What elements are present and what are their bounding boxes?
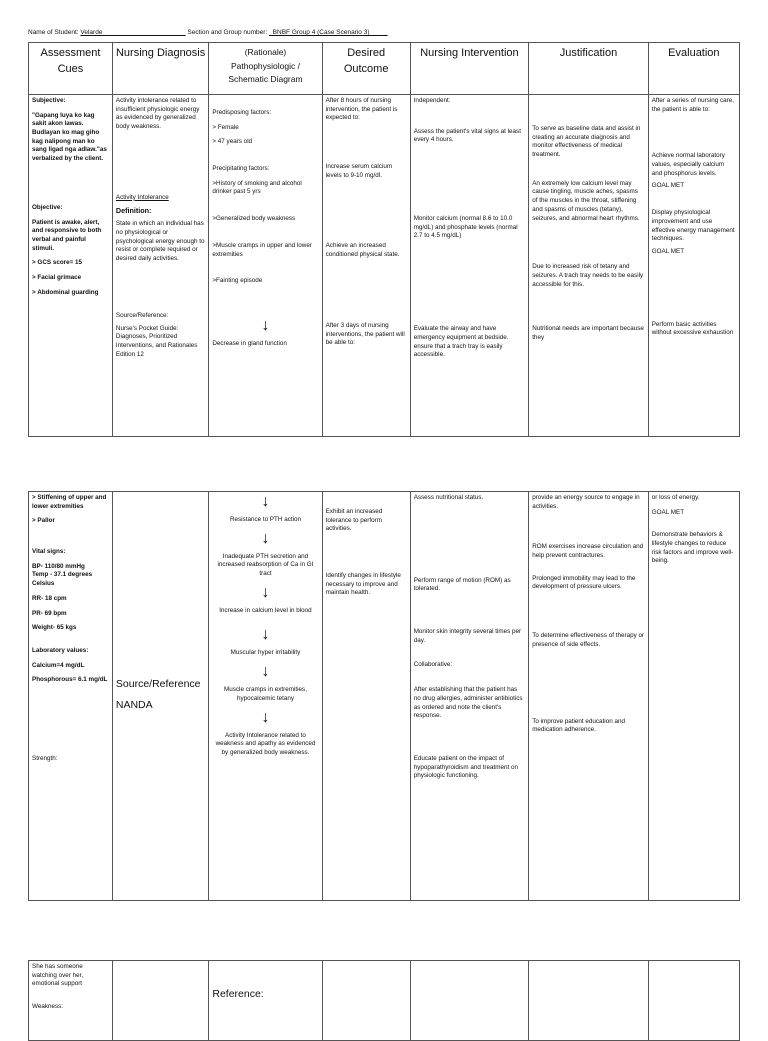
cue-pallor: > Pallor: [32, 517, 55, 525]
cue-stiffening: > Stiffening of upper and lower extremities: [32, 494, 107, 510]
care-plan-row: [29, 492, 740, 901]
diagnosis-statement: Activity intolerance related to insufficient physiologic energy as evidenced by generalized body weakness.: [115, 97, 200, 131]
source-text: Nurse's Pocket Guide: Diagnoses, Prioritized Interventions, and Rationales Edition 12: [115, 324, 198, 358]
justification-cell: [529, 492, 649, 901]
down-arrow-icon: ↓: [261, 583, 270, 601]
rationale-cell: [209, 961, 322, 1041]
header-rationale-bottom: Pathophysiologic / Schematic Diagram: [228, 60, 303, 85]
source-label: Source/Reference:: [115, 311, 169, 319]
cue-emotional-support: She has someone watching over her, emotional support: [32, 963, 84, 988]
intervention-collaborative-label: Collaborative:: [413, 661, 453, 669]
intervention-independent-label: Independent:: [413, 97, 451, 104]
header-nursing-intervention: Nursing Intervention: [410, 43, 529, 95]
subjective-quote: "Gapang luya ko kag sakit akon lawas. Budlayan ko mag giho kag nalipong man ko sang ligad nga adlaw."as verbalized by the client.: [32, 111, 107, 163]
care-plan-row: [29, 961, 740, 1041]
header-evaluation: Evaluation: [648, 43, 739, 95]
subjective-label: Subjective:: [32, 97, 66, 104]
evaluation-cell: [648, 492, 739, 901]
care-plan-table-page-2: [28, 491, 740, 901]
lab-values-label: Laboratory values:: [32, 646, 89, 654]
student-name-value: Velarde: [80, 29, 103, 36]
rationale-cell: [209, 492, 322, 901]
diagnosis-cell: [112, 95, 208, 437]
schema-pth-secretion: Inadequate PTH secretion and increased reabsorption of Ca in GI tract: [217, 552, 314, 578]
outcome-tolerance: Exhibit an increased tolerance to perform activities.: [325, 508, 383, 533]
section-value: _BNBF Group 4 (Case Scenario 3)_____: [269, 29, 388, 36]
precipitating-smoking: >History of smoking and alcohol drinker past 5 yrs: [212, 179, 302, 196]
evaluation-lab-values: Achieve normal laboratory values, especially calcium and phosphorus levels.: [651, 152, 725, 177]
rationale-cell: [209, 95, 322, 437]
outcome-physical-state: Achieve an increased conditioned physical state.: [325, 242, 400, 259]
justification-cell: [529, 95, 649, 437]
lab-phosphorous: Phosphorous= 6.1 mg/dL: [32, 676, 108, 684]
justification-rom: ROM exercises increase circulation and help prevent contractures.: [532, 543, 644, 560]
justification-energy: provide an energy source to engage in activities.: [532, 494, 640, 510]
predisposing-female: > Female: [212, 123, 239, 131]
intervention-cell: [410, 492, 529, 901]
source-nanda: NANDA: [115, 698, 153, 711]
evaluation-cell: [648, 961, 739, 1041]
lab-calcium: Calcium=4 mg/dL: [32, 661, 85, 669]
down-arrow-icon: ↓: [261, 493, 270, 510]
reference-label: Reference:: [212, 988, 264, 1000]
down-arrow-icon: ↓: [261, 626, 270, 644]
diagnosis-cell: [112, 961, 208, 1041]
predisposing-age: > 47 years old: [212, 138, 253, 146]
justification-education: To improve patient education and medication adherence.: [532, 717, 625, 734]
evaluation-behaviors: Demonstrate behaviors & lifestyle changes to reduce risk factors and improve well-being.: [651, 531, 734, 565]
precipitating-fainting: >Fainting episode: [212, 277, 263, 285]
student-name-blank: _______________________: [102, 29, 186, 36]
student-name-label: Name of Student:: [28, 29, 81, 36]
justification-cell: [529, 961, 649, 1041]
objective-text: Patient is awake, alert, and responsive to both verbal and painful stimuli.: [32, 218, 102, 252]
vital-bp: BP- 110/80 mmHg: [32, 562, 85, 570]
down-arrow-icon: ↓: [261, 316, 270, 334]
source-reference-label: Source/Reference: [115, 678, 201, 690]
evaluation-goal-met-2: GOAL MET: [651, 247, 685, 255]
cue-facial-grimace: > Facial grimace: [32, 273, 82, 281]
header-desired-outcome: Desired Outcome: [322, 43, 410, 95]
outcome-short-term-intro: After 8 hours of nursing intervention, the patient is expected to:: [325, 97, 398, 122]
assessment-cell: [29, 95, 113, 437]
schema-hyper-irritability: Muscular hyper irritability: [230, 649, 301, 657]
down-arrow-icon: ↓: [261, 663, 270, 681]
definition-label: Definition:: [115, 206, 152, 216]
diagnosis-term: Activity Intolerance: [115, 193, 169, 201]
objective-label: Objective:: [32, 203, 63, 211]
justification-tetany: Due to increased risk of tetany and seizures. A trach tray needs to be easily accessible for this.: [532, 263, 644, 288]
vital-temp: Temp - 37.1 degrees Celsius: [32, 571, 93, 588]
outcome-long-term-intro: After 3 days of nursing interventions, the patient will be able to:: [325, 321, 405, 347]
care-plan-row: [29, 95, 740, 437]
precipitating-weakness: >Generalized body weakness: [212, 215, 296, 223]
down-arrow-icon: ↓: [261, 529, 270, 547]
vital-weight: Weight- 65 kgs: [32, 624, 77, 632]
evaluation-goal-met-1: GOAL MET: [651, 182, 685, 190]
justification-therapy: To determine effectiveness of therapy or presence of side effects.: [532, 632, 645, 648]
precipitating-label: Precipitating factors:: [212, 165, 270, 173]
diagnosis-cell: [112, 492, 208, 901]
intervention-cell: [410, 95, 529, 437]
evaluation-energy-loss: or loss of energy.: [651, 494, 700, 501]
assessment-cell: [29, 492, 113, 901]
outcome-lifestyle: Identify changes in lifestyle necessary to improve and maintain health.: [325, 572, 401, 597]
schema-activity-intolerance: Activity Intolerance related to weakness and apathy as evidenced by generalized body weakness.: [215, 731, 316, 756]
evaluation-goal-met-3: GOAL MET: [651, 508, 685, 516]
intervention-airway: Evaluate the airway and have emergency equipment at bedside. ensure that a trach tray is easily accessible.: [413, 325, 509, 359]
intervention-antibiotics: After establishing that the patient has no drug allergies, administer antibiotics as ordered and note the client's response.: [413, 686, 523, 720]
justification-low-calcium: An extremely low calcium level may cause tingling, muscle aches, spasms of the muscles in the throat, stiffening and spasms of muscles (tetany), seizures, and abnormal heart rhythms.: [532, 179, 640, 222]
justification-nutrition: Nutritional needs are important because they: [532, 325, 644, 341]
justification-immobility: Prolonged immobility may lead to the development of pressure ulcers.: [532, 574, 636, 591]
intervention-nutrition: Assess nutritional status.: [413, 494, 484, 501]
schema-gland-function: Decrease in gland function: [212, 339, 287, 347]
strength-label: Strength:: [32, 754, 58, 762]
outcome-cell: [322, 961, 410, 1041]
evaluation-cell: [648, 95, 739, 437]
assessment-cell: [29, 961, 113, 1041]
header-nursing-diagnosis: Nursing Diagnosis: [112, 43, 208, 95]
evaluation-basic-activities: Perform basic activities without excessive exhaustion: [651, 320, 734, 337]
schema-pth-resistance: Resistance to PTH action: [229, 516, 301, 523]
intervention-monitor-calcium: Monitor calcium (normal 8.6 to 10.0 mg/dL) and phosphate levels (normal 2.7 to 4.5 mg/dL): [413, 215, 518, 240]
intervention-rom: Perform range of motion (ROM) as tolerated.: [413, 576, 511, 593]
header-rationale: [209, 43, 322, 95]
vital-rr: RR- 18 cpm: [32, 594, 67, 602]
header-justification: Justification: [529, 43, 649, 95]
weakness-label: Weakness:: [32, 1003, 64, 1011]
down-arrow-icon: ↓: [261, 708, 270, 726]
intervention-cell: [410, 961, 529, 1041]
outcome-cell: [322, 492, 410, 901]
header-assessment-cues: Assessment Cues: [29, 43, 113, 95]
outcome-cell: [322, 95, 410, 437]
care-plan-table-page-1: [28, 42, 740, 437]
schema-calcium-blood: Increase in calcium level in blood: [219, 606, 312, 614]
intervention-educate: Educate patient on the impact of hypoparathyroidism and treatment on physiologic functioning.: [413, 754, 518, 780]
header-rationale-top: (Rationale): [244, 47, 287, 57]
column-header-row: [29, 43, 740, 95]
evaluation-physiological: Display physiological improvement and use effective energy management techniques.: [651, 209, 735, 243]
precipitating-cramps: >Muscle cramps in upper and lower extremities: [212, 241, 312, 258]
form-header: [28, 29, 388, 36]
vital-signs-label: Vital signs:: [32, 548, 66, 556]
justification-baseline: To serve as baseline data and assist in creating an accurate diagnosis and monitor effectiveness of medical treatment.: [532, 125, 641, 159]
intervention-skin: Monitor skin integrity several times per day.: [413, 628, 522, 644]
section-label: Section and Group number:: [185, 29, 270, 36]
care-plan-table-page-3: [28, 960, 740, 1041]
cue-abdominal-guarding: > Abdominal guarding: [32, 288, 99, 296]
vital-pr: PR- 69 bpm: [32, 609, 67, 617]
outcome-calcium: Increase serum calcium levels to 9-10 mg/dl.: [325, 163, 393, 179]
cue-gcs: > GCS score= 15: [32, 259, 83, 267]
predisposing-label: Predisposing factors:: [212, 109, 272, 116]
definition-text: State in which an individual has no physiological or psychological energy enough to resist or complete required or desired daily activities.: [115, 220, 205, 263]
intervention-vital-signs: Assess the patient's vital signs at least every 4 hours.: [413, 127, 521, 144]
schema-muscle-cramps: Muscle cramps in extremities, hypocalcemic tetany: [224, 686, 307, 702]
evaluation-intro: After a series of nursing care, the patient is able to:: [651, 97, 734, 113]
